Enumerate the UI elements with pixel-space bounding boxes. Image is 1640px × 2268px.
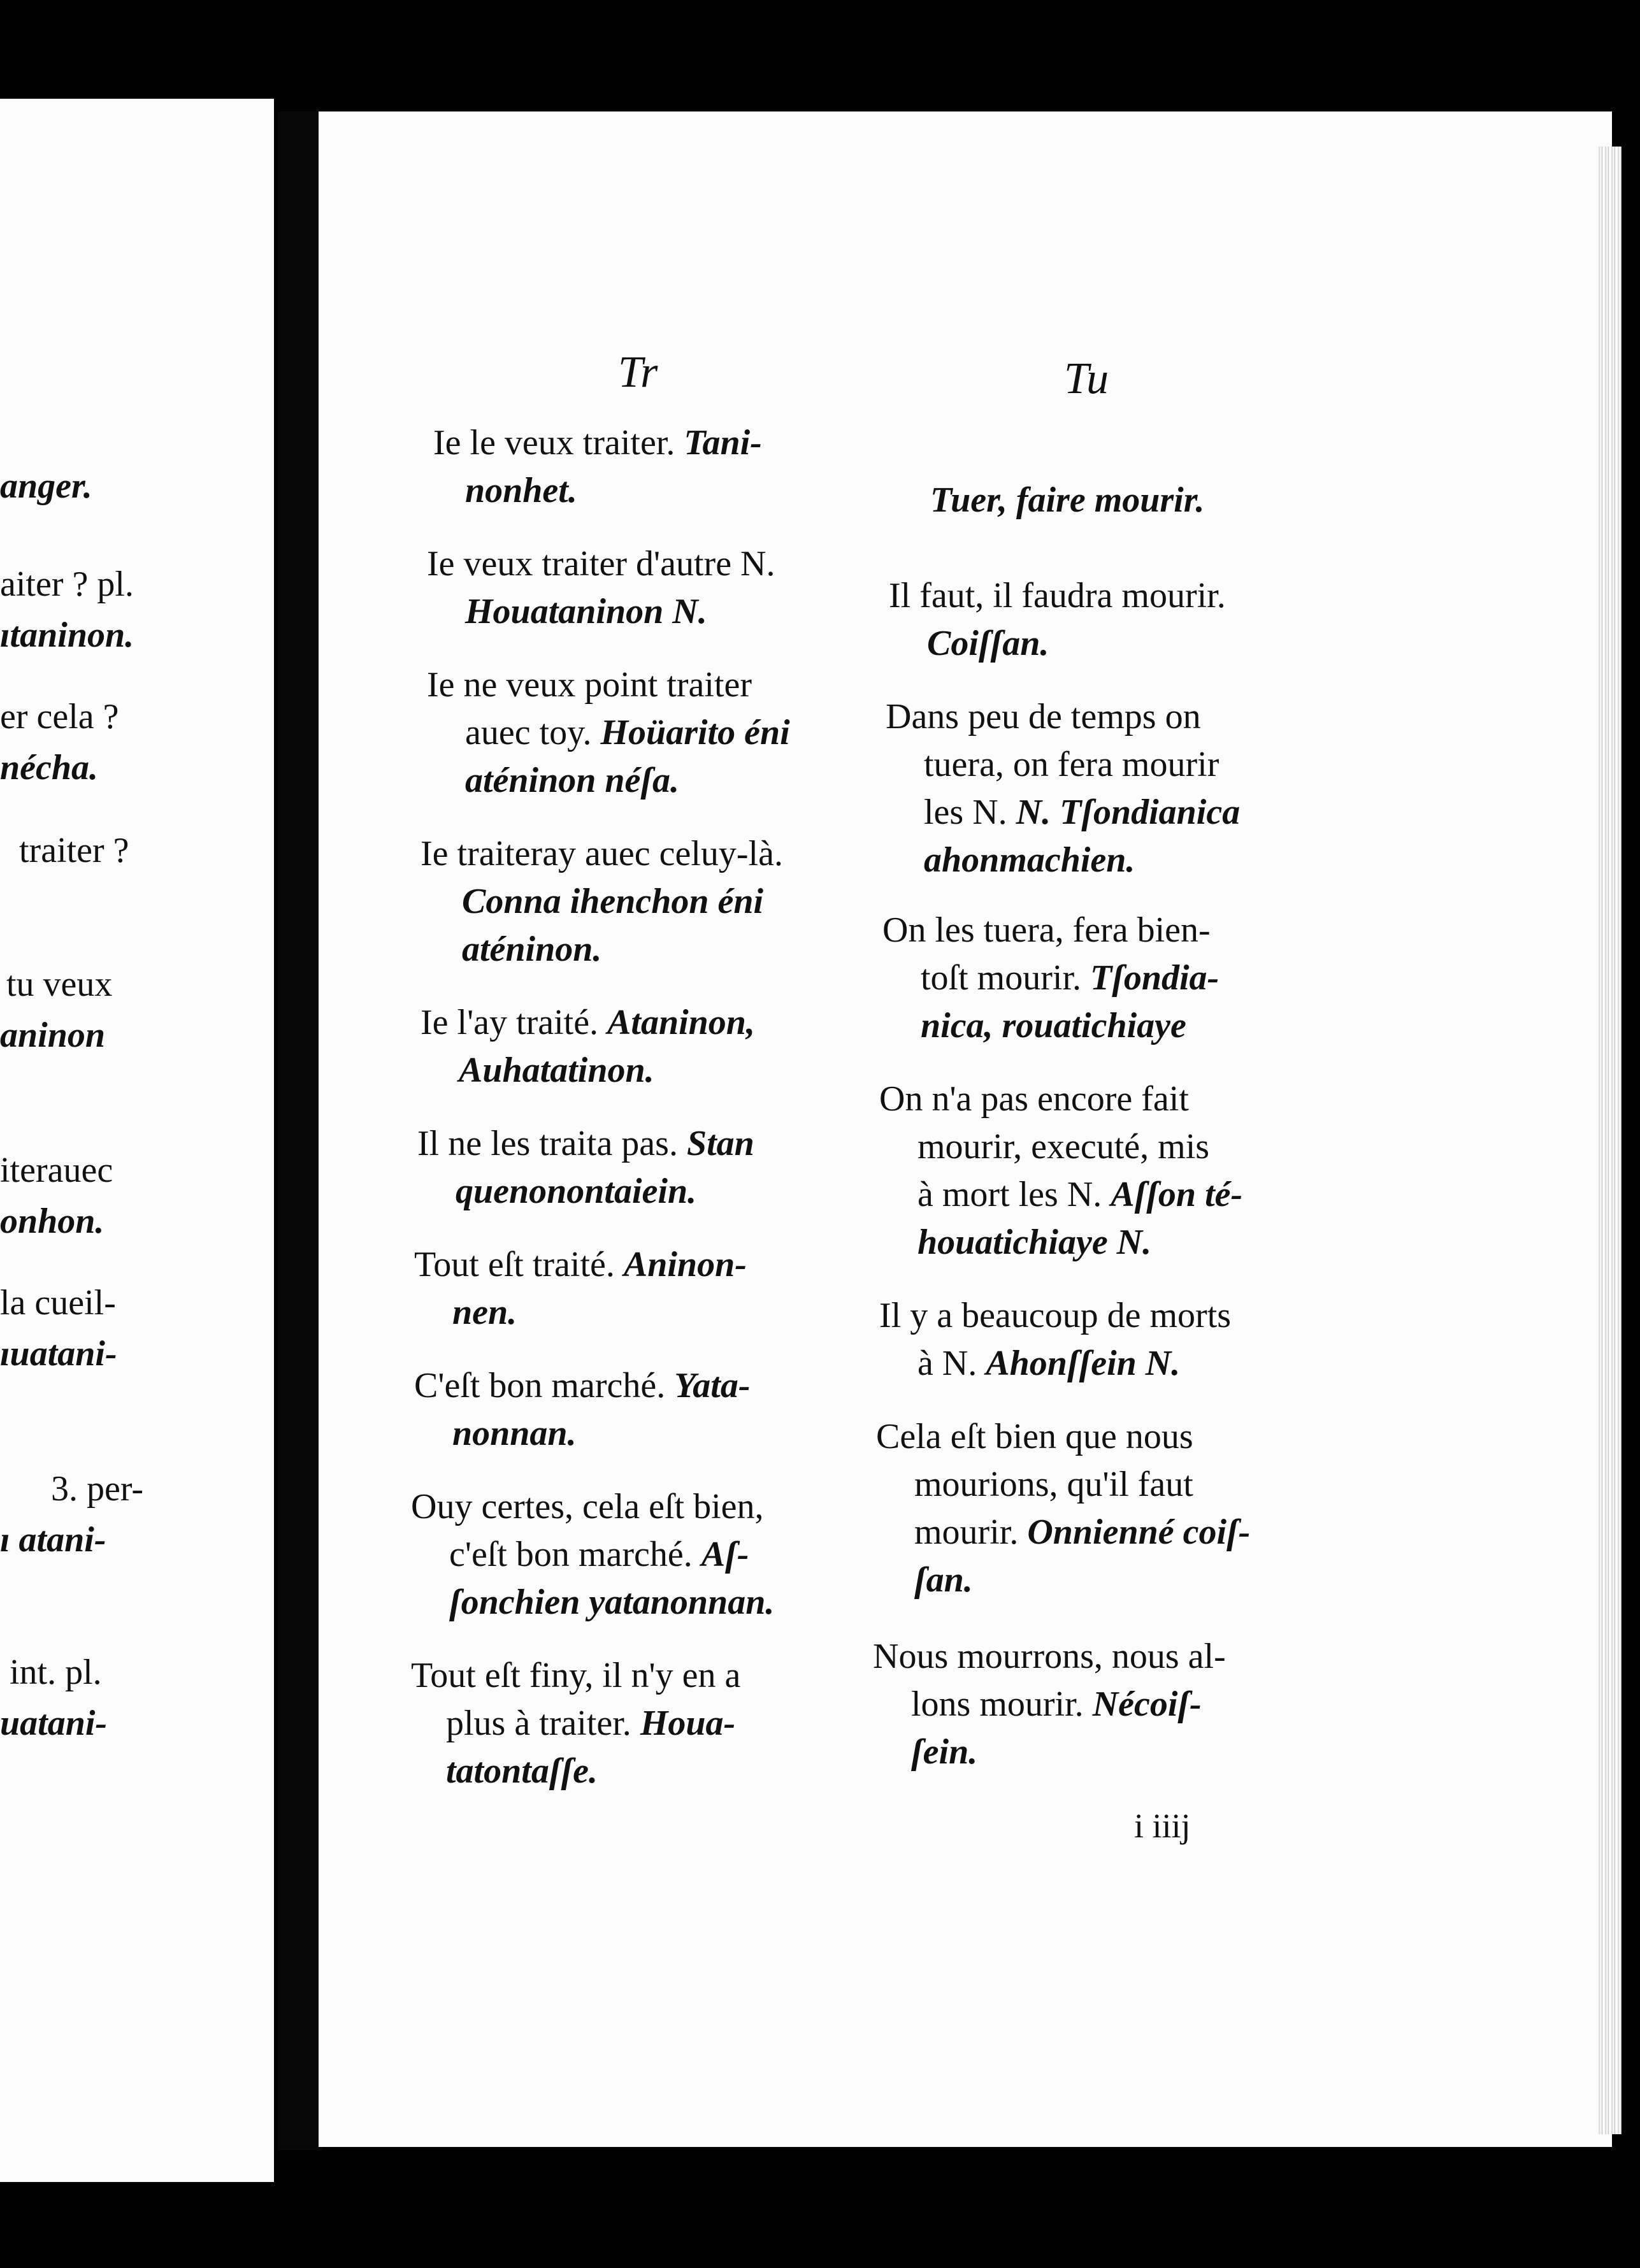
book-gutter: [278, 111, 322, 2150]
right-page: [319, 111, 1612, 2147]
section-heading: Tuer, faire mourir.: [930, 480, 1205, 520]
entry-translation: N. Tſondianica: [1016, 793, 1241, 832]
entry-translation: Yata-: [674, 1366, 751, 1405]
text-line: [921, 959, 1219, 997]
left-fragment: aiter ? pl.: [0, 564, 134, 604]
entry-translation: Hoüarito éni: [600, 713, 790, 752]
entry-text: C'eſt bon marché.: [414, 1366, 666, 1405]
left-fragment: ı atani-: [0, 1520, 106, 1560]
left-fragment: anger.: [0, 466, 92, 506]
entry-text: Ie traiteray auec celuy-là.: [421, 834, 783, 873]
entry-translation: nonhet.: [465, 471, 577, 510]
entry-translation: Nécoiſ-: [1092, 1684, 1202, 1724]
entry-translation: tatontaſſe.: [446, 1751, 598, 1791]
page-edges: [1596, 147, 1622, 2134]
text-line: [917, 1175, 1242, 1214]
text-line: [911, 1685, 1202, 1723]
running-head-right: Tu: [1064, 354, 1109, 403]
left-fragment: la cueil-: [0, 1283, 116, 1323]
entry-translation: quenonontaiein.: [456, 1172, 697, 1211]
entry-translation: ahonmachien.: [924, 840, 1135, 880]
entry-text: Dans peu de temps on: [886, 697, 1201, 736]
entry-text: Ie veux traiter d'autre N.: [427, 544, 775, 584]
text-line: [414, 1367, 750, 1405]
running-head-left: Tr: [618, 348, 658, 397]
left-fragment: onhon.: [0, 1202, 104, 1241]
entry-translation: nen.: [452, 1293, 517, 1332]
entry-text: Tout eſt finy, il n'y en a: [411, 1656, 741, 1695]
entry-text: Tout eſt traité.: [414, 1245, 615, 1284]
entry-translation: aténinon.: [462, 929, 602, 969]
text-line: [914, 1513, 1250, 1551]
entry-translation: ſan.: [914, 1560, 973, 1600]
entry-translation: Aninon-: [623, 1245, 747, 1284]
left-fragment: nécha.: [0, 748, 98, 787]
left-fragment: tu veux: [6, 965, 113, 1004]
entry-text: mourir, executé, mis: [917, 1127, 1210, 1166]
text-line: [421, 1003, 755, 1042]
entry-translation: Ahonſſein N.: [986, 1344, 1181, 1383]
entry-translation: Onnienné coiſ-: [1027, 1512, 1251, 1552]
entry-translation: Tſondia-: [1090, 958, 1219, 998]
text-line: [417, 1124, 754, 1163]
entry-text: à N.: [917, 1344, 977, 1383]
text-line: [917, 1344, 1180, 1382]
entry-translation: nonnan.: [452, 1414, 577, 1453]
left-page: [0, 99, 274, 2182]
entry-text: Ie le veux traiter.: [433, 423, 675, 463]
entry-text: mourions, qu'il faut: [914, 1465, 1193, 1504]
left-fragment: iterauec: [0, 1151, 113, 1190]
entry-translation: nica, rouatichiaye: [921, 1006, 1186, 1045]
entry-text: c'eſt bon marché.: [449, 1535, 693, 1574]
entry-translation: Stan: [686, 1124, 754, 1163]
text-line: [446, 1704, 735, 1742]
entry-translation: Houataninon N.: [465, 592, 707, 631]
entry-text: toſt mourir.: [921, 958, 1081, 998]
left-fragment: er cela ?: [0, 697, 119, 736]
entry-translation: ſein.: [911, 1732, 978, 1772]
text-line: [465, 714, 790, 752]
left-fragment: traiter ?: [19, 831, 129, 870]
left-fragment: int. pl.: [10, 1653, 102, 1692]
text-line: [924, 793, 1240, 831]
entry-translation: Tani-: [684, 423, 762, 463]
entry-text: lons mourir.: [911, 1684, 1084, 1724]
entry-text: Ouy certes, cela eſt bien,: [411, 1487, 764, 1526]
entry-translation: Conna ihenchon éni: [462, 882, 764, 921]
entry-translation: aténinon néſa.: [465, 761, 680, 800]
signature-mark: i iiij: [1134, 1807, 1191, 1845]
left-fragment: aninon: [0, 1016, 105, 1055]
entry-text: Il faut, il faudra mourir.: [889, 576, 1226, 615]
entry-text: auec toy.: [465, 713, 592, 752]
entry-text: mourir.: [914, 1512, 1019, 1552]
entry-translation: Houa-: [640, 1704, 736, 1743]
entry-translation: Ataninon,: [607, 1003, 755, 1042]
left-fragment: uatani-: [0, 1704, 108, 1743]
entry-text: Cela eſt bien que nous: [876, 1417, 1193, 1456]
entry-translation: Coiſſan.: [927, 624, 1049, 663]
entry-text: Ie ne veux point traiter: [427, 665, 752, 705]
left-fragment: 3. per-: [51, 1469, 144, 1509]
entry-translation: Aſ-: [701, 1535, 749, 1574]
left-fragment: ıuatani-: [0, 1334, 117, 1374]
entry-text: Il y a beaucoup de morts: [879, 1296, 1232, 1335]
text-line: [414, 1245, 747, 1284]
entry-text: On n'a pas encore fait: [879, 1079, 1189, 1119]
entry-text: les N.: [924, 793, 1007, 832]
entry-text: On les tuera, fera bien-: [882, 910, 1211, 950]
left-fragment: ıtaninon.: [0, 615, 134, 655]
entry-translation: Auhatatinon.: [459, 1051, 654, 1090]
entry-text: plus à traiter.: [446, 1704, 631, 1743]
text-line: [433, 424, 762, 462]
entry-translation: Aſſon té-: [1111, 1175, 1243, 1214]
entry-translation: houatichiaye N.: [917, 1223, 1152, 1262]
text-line: [449, 1535, 749, 1574]
entry-text: Ie l'ay traité.: [421, 1003, 599, 1042]
entry-text: Il ne les traita pas.: [417, 1124, 678, 1163]
entry-text: tuera, on fera mourir: [924, 745, 1219, 784]
entry-translation: ſonchien yatanonnan.: [449, 1583, 775, 1622]
entry-text: Nous mourrons, nous al-: [873, 1637, 1226, 1676]
entry-text: à mort les N.: [917, 1175, 1102, 1214]
